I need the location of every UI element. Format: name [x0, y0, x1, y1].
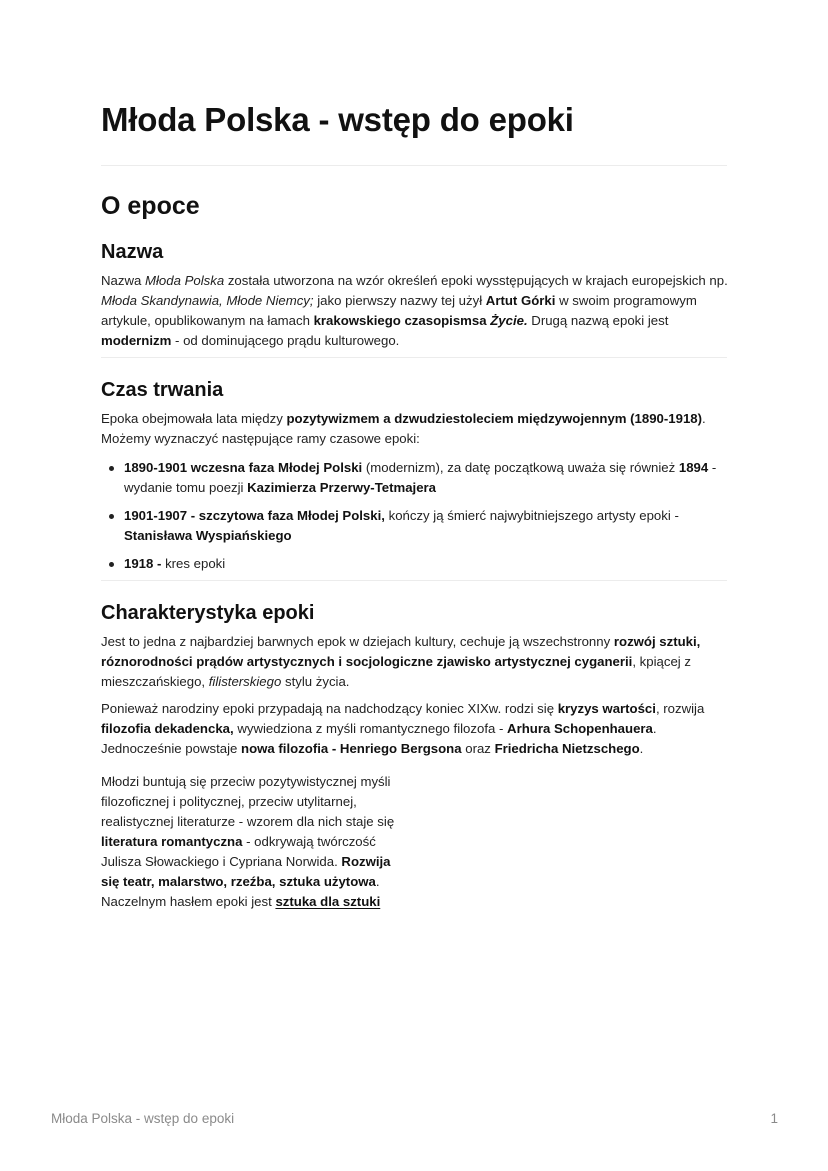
paragraph-charakterystyka-1: Jest to jedna z najbardziej barwnych epok w dziejach kultury, cechuje ją wszechstronny rozwój sztuki, róznorodności prądów artystycznych i socjologiczne zjawisko artystycznej cyganerii, kpiącej z mieszczańskiego, filisterskiego stylu życia. — [101, 634, 701, 689]
bullet-icon — [109, 514, 114, 519]
heading-nazwa: Nazwa — [101, 241, 164, 263]
paragraph-charakterystyka-2: Ponieważ narodziny epoki przypadają na nadchodzący koniec XIXw. rodzi się kryzys wartości, rozwija filozofia dekadencka, wywiedziona z myśli romantycznego filozofa - Arhura Schopenhauera. Jednocześnie powstaje nowa filozofia - Henriego Bergsona oraz Friedricha Nietzschego. — [101, 701, 705, 756]
list-item: 1901-1907 - szczytowa faza Młodej Polski, kończy ją śmierć najwybitniejszego artysty epoki - Stanisława Wyspiańskiego — [101, 506, 727, 546]
footer-title: Młoda Polska - wstęp do epoki — [51, 1111, 235, 1126]
section-divider — [101, 580, 727, 581]
title-divider — [101, 165, 727, 166]
list-item: 1918 - kres epoki — [101, 554, 727, 574]
footer-page-number: 1 — [770, 1111, 778, 1126]
timeline-list — [101, 458, 727, 582]
heading-charakterystyka: Charakterystyka epoki — [101, 602, 315, 624]
section-divider — [101, 357, 727, 358]
heading-czas-trwania: Czas trwania — [101, 379, 224, 401]
bullet-icon — [109, 562, 114, 567]
section-title-o-epoce: O epoce — [101, 192, 200, 220]
paragraph-czas-trwania: Epoka obejmowała lata między pozytywizmem a dzwudziestoleciem międzywojennym (1890-1918). Możemy wyznaczyć następujące ramy czasowe epoki: — [101, 411, 706, 446]
document-title: Młoda Polska - wstęp do epoki — [101, 101, 574, 138]
bullet-icon — [109, 466, 114, 471]
list-item: 1890-1901 wczesna faza Młodej Polski (modernizm), za datę początkową uważa się również 1894 - wydanie tomu poezji Kazimierza Przerwy-Tetmajera — [101, 458, 727, 498]
paragraph-nazwa: Nazwa Młoda Polska została utworzona na wzór określeń epoki wysstępujących w krajach europejskich np. Młoda Skandynawia, Młode Niemcy; jako pierwszy nazwy tej użył Artut Górki w swoim programowym artykule, opublikowanym na łamach krakowskiego czasopismsa Życie. Drugą nazwą epoki jest modernizm - od dominującego prądu kulturowego. — [101, 273, 728, 348]
motto-link: sztuka dla sztuki — [275, 894, 381, 909]
paragraph-charakterystyka-3: Młodzi buntują się przeciw pozytywistycznej myśli filozoficznej i politycznej, przeciw utylitarnej, realistycznej literaturze - wzorem dla nich staje się literatura romantyczna - odkrywają twórczość Julisza Słowackiego i Cypriana Norwida. Rozwija się teatr, malarstwo, rzeźba, sztuka użytowa. Naczelnym hasłem epoki jest sztuka dla sztuki — [101, 774, 395, 909]
